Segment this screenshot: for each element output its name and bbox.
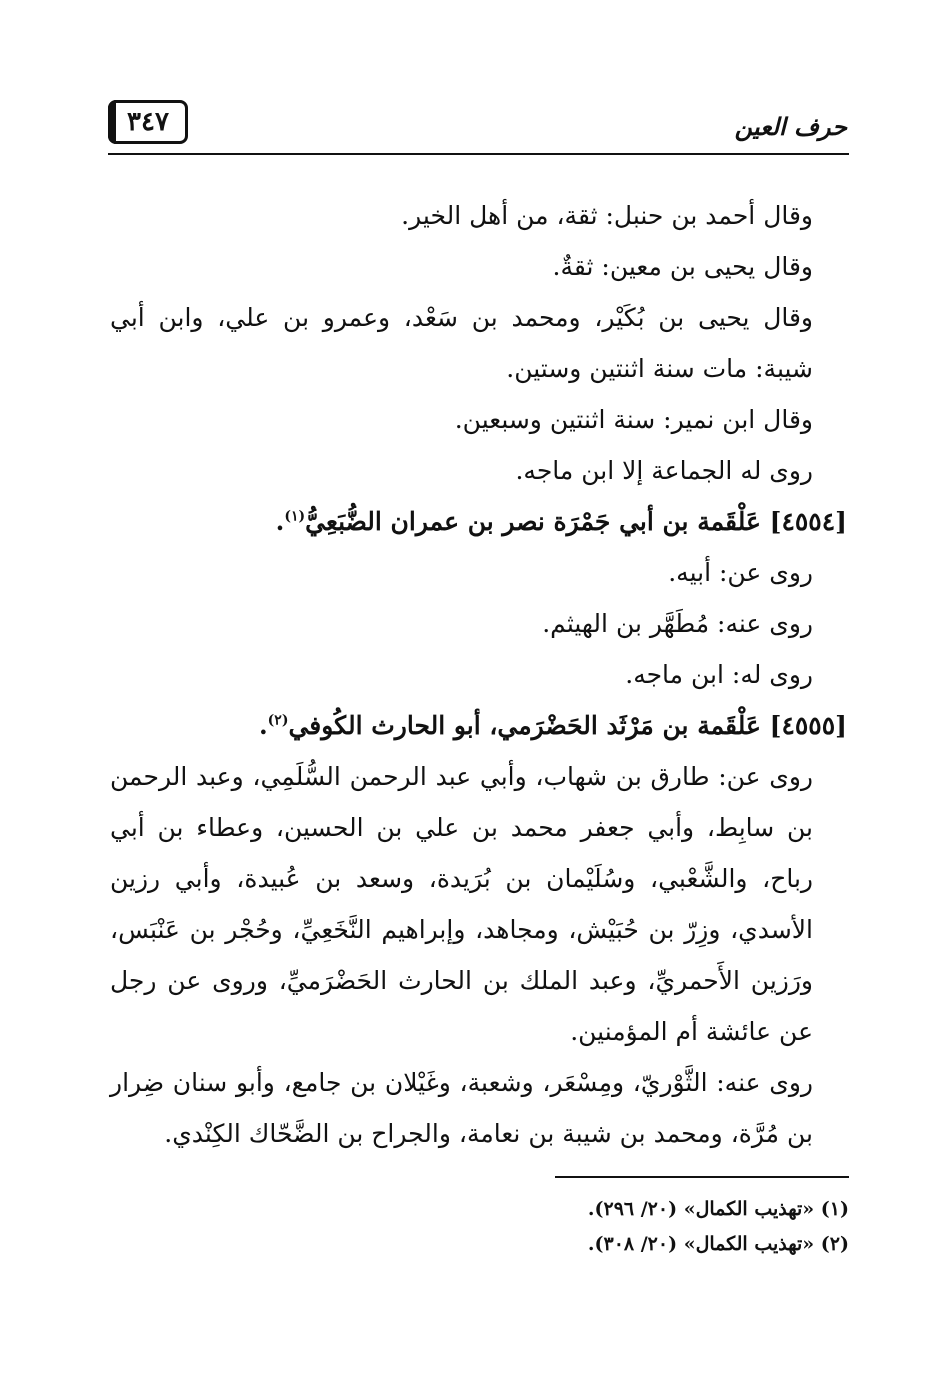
entry-4555-narrated-by: روى عنه: الثَّوْريّ، ومِسْعَر، وشعبة، وغَيْلان بن جامع، وأبو سنان ضِرار بن مُرَّة، ومحمد بن شيبة بن نعامة، والجراح بن الضَّحّاك الكِنْدي. <box>110 1068 813 1148</box>
paragraph-death-date: وقال يحيى بن بُكَيْر، ومحمد بن سَعْد، وعمرو بن علي، وابن أبي شيبة: مات سنة اثنتين وستين. <box>110 303 813 383</box>
paragraph-ahmad: وقال أحمد بن حنبل: ثقة، من أهل الخير. <box>401 201 813 230</box>
entry-title-end: . <box>275 507 285 536</box>
entry-4554-narrated-for: روى له: ابن ماجه. <box>625 660 813 689</box>
entry-heading-4554 <box>110 496 847 547</box>
entry-title: [٤٥٥٥] عَلْقَمة بن مَرْثَد الحَضْرَمي، أبو الحارث الكُوفي <box>288 711 847 740</box>
entry-title-end: . <box>258 711 268 740</box>
footnote-divider <box>555 1176 849 1178</box>
footnote-2: (٢) «تهذيب الكمال» (٢٠/ ٣٠٨). <box>587 1233 849 1255</box>
footnote-marker: (٢) <box>267 712 289 729</box>
main-text <box>110 190 847 1159</box>
chapter-title: حرف العين <box>734 112 847 141</box>
header-divider <box>108 153 849 155</box>
footnotes <box>149 1192 849 1262</box>
entry-title: [٤٥٥٤] عَلْقَمة بن أبي جَمْرَة نصر بن عمران الضُّبَعِيُّ <box>305 507 847 536</box>
paragraph-ibn-numair: وقال ابن نمير: سنة اثنتين وسبعين. <box>454 405 813 434</box>
page-number: ٣٤٧ <box>108 100 188 144</box>
entry-4554-narrated-by: روى عنه: مُطَهَّر بن الهيثم. <box>542 609 813 638</box>
paragraph-yahya: وقال يحيى بن معين: ثقةٌ. <box>552 252 813 281</box>
footnote-1: (١) «تهذيب الكمال» (٢٠/ ٢٩٦). <box>587 1198 849 1220</box>
entry-heading-4555 <box>110 700 847 751</box>
footnote-marker: (١) <box>284 508 306 525</box>
entry-4555-narrated-from: روى عن: طارق بن شهاب، وأبي عبد الرحمن السُّلَمِي، وعبد الرحمن بن سابِط، وأبي جعفر محمد بن علي بن الحسين، وعطاء بن أبي رباح، والشَّعْبي، وسُلَيْمان بن بُرَيدة، وسعد بن عُبيدة، وأبي رزين الأسدي، وزِرّ بن حُبَيْش، ومجاهد، وإبراهيم النَّخَعِيِّ، وحُجْر بن عَنْبَس، ورَزين الأَحمريِّ، وعبد الملك بن الحارث الحَضْرَميِّ، وروى عن رجل عن عائشة أم المؤمنين. <box>110 762 813 1046</box>
paragraph-narrated-by: روى له الجماعة إلا ابن ماجه. <box>515 456 813 485</box>
entry-4554-narrated-from: روى عن: أبيه. <box>668 558 813 587</box>
